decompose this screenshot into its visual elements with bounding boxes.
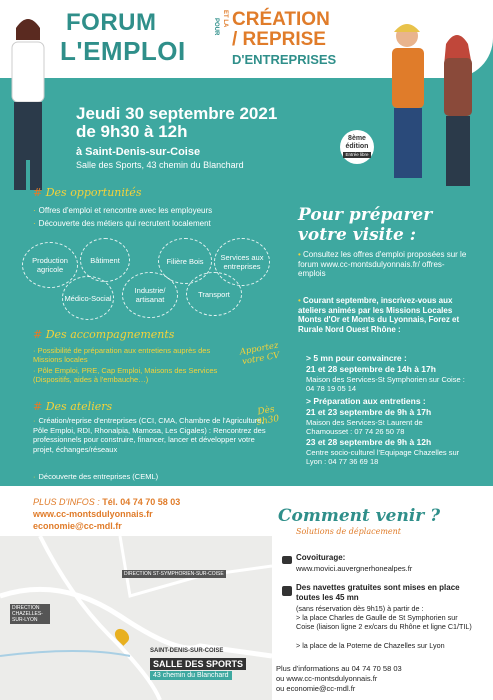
map-venue: SALLE DES SPORTS — [150, 658, 246, 670]
ateliers-heading: # Des ateliers — [33, 400, 113, 413]
preparer-p1: • Consultez les offres d'emploi proposées sur le forum www.cc-montsdulyonnais.fr/ offres-emplois — [298, 250, 467, 278]
opportunites-item-2: · Découverte des métiers qui recrutent localement — [33, 219, 211, 228]
venir-heading: Comment venir ? — [278, 506, 441, 526]
prep-place-2: Centre socio-culturel l'Equipage Chazelles sur Lyon : 04 77 36 69 18 — [306, 448, 460, 466]
title-pour: POUR — [213, 18, 219, 36]
covoit-title: Covoiturage: — [296, 553, 346, 562]
navettes-2: > la place de la Poterne de Chazelles sur Lyon — [296, 641, 445, 650]
event-time: de 9h30 à 12h — [76, 122, 188, 141]
opportunites-heading-text: Des opportunités — [45, 186, 142, 199]
conv-dates: 21 et 28 septembre de 14h à 17h — [306, 364, 436, 374]
bus-icon — [282, 586, 292, 596]
ateliers-note: Dès 9h30 — [255, 404, 281, 428]
info-email[interactable]: economie@cc-mdl.fr — [33, 521, 122, 531]
badge-line1: 8ème — [348, 135, 366, 142]
map-town: SAINT-DENIS-SUR-COISE — [150, 648, 224, 654]
info-site[interactable]: www.cc-montsdulyonnais.fr — [33, 509, 153, 519]
venir-sub: Solutions de déplacement — [296, 527, 402, 536]
edition-badge — [340, 130, 374, 164]
ateliers-item-1: · Création/reprise d'entreprises (CCI, CMA, Chambre de l'Agriculture, Pôle Emploi, RDI, Rhonalpia, Mamosa, Les Cigales) : Rencontrez des professionnels pour construire, financer, lancer et développer votre projet, échanges/réseaux — [33, 416, 266, 454]
preparer-heading-1: Pour préparer — [298, 205, 433, 225]
title-forum: FORUM — [66, 9, 157, 36]
map — [0, 536, 272, 700]
preparer-p1-text: Consultez les offres d'emploi proposées sur le forum www.cc-montsdulyonnais.fr/ offres-emplois — [298, 250, 467, 278]
bubble-transport: Transport — [186, 272, 242, 316]
event-venue: Salle des Sports, 43 chemin du Blanchard — [76, 160, 244, 170]
accompagnements-item-2-text: Pôle Emploi, PRE, Cap Emploi, Maisons des Services (Dispositifs, aides à l'embauche…) — [33, 366, 218, 384]
accompagnements-heading: # Des accompagnements — [33, 328, 175, 341]
badge-line3: Entrée libre — [343, 152, 371, 158]
map-label-st-symphorien: DIRECTION ST-SYMPHORIEN-SUR-COISE — [124, 571, 224, 577]
bubble-medico-social: Médico-Social — [62, 276, 114, 320]
cv-note: Apportez votre CV — [238, 340, 281, 368]
accompagnements-heading-text: Des accompagnements — [45, 328, 175, 341]
map-address: 43 chemin du Blanchard — [150, 671, 232, 680]
more-info-2[interactable]: ou www.cc-montsdulyonnais.fr — [276, 674, 378, 683]
preparer-p2-text: Courant septembre, inscrivez-vous aux ateliers animés par les Missions Locales Monts d'Or et Monts du Lyonnais, Forez et Rurale Nord Ouest Rhône : — [298, 296, 460, 334]
prep-dates: 21 et 23 septembre de 9h à 17h — [306, 407, 432, 417]
opportunites-item-2-text: Découverte des métiers qui recrutent localement — [38, 219, 211, 228]
title-et-la: ET LA — [222, 10, 228, 28]
ateliers-item-2: · Découverte des entreprises (CEML) — [33, 472, 159, 481]
car-icon — [282, 556, 292, 564]
woman-illustration-icon — [0, 10, 60, 200]
prep-place: Maison des Services-St Laurent de Chamousset : 07 74 26 50 78 — [306, 418, 423, 436]
accompagnements-item-2: · Pôle Emploi, PRE, Cap Emploi, Maisons des Services (Dispositifs, aides à l'embauche…) — [33, 366, 218, 384]
bubble-batiment: Bâtiment — [80, 238, 130, 282]
preparer-p2: • Courant septembre, inscrivez-vous aux ateliers animés par les Missions Locales Monts d'Or et Monts du Lyonnais, Forez et Rurale Nord Ouest Rhône : — [298, 296, 460, 334]
preparer-heading-2: votre visite : — [298, 225, 416, 245]
map-label-chazelles: DIRECTION CHAZELLES-SUR-LYON — [10, 604, 50, 624]
bubble-industrie-artisanat: Industrie/ artisanat — [122, 272, 178, 318]
title-emploi: L'EMPLOI — [60, 36, 186, 66]
prep-title: > Préparation aux entretiens : — [306, 396, 426, 406]
workers-illustration-icon — [372, 14, 493, 204]
opportunites-item-1: · Offres d'emploi et rencontre avec les employeurs — [33, 206, 213, 215]
bubble-services-entreprises: Services aux entreprises — [214, 238, 270, 286]
conv-place: Maison des Services-St Symphorien sur Coise : 04 78 19 05 14 — [306, 375, 465, 393]
badge-line2: édition — [345, 143, 369, 150]
bubble-filiere-bois: Filière Bois — [158, 238, 212, 284]
bubble-production-agricole: Production agricole — [22, 242, 78, 288]
more-info-3[interactable]: ou economie@cc-mdl.fr — [276, 684, 356, 693]
opportunites-heading: # Des opportunités — [33, 186, 142, 199]
info-tel: Tél. 04 74 70 58 03 — [102, 497, 181, 507]
covoit-site[interactable]: www.movici.auvergnerhonealpes.fr — [296, 564, 413, 573]
prep-dates-2: 23 et 28 septembre de 9h à 12h — [306, 437, 432, 447]
navettes-sub: (sans réservation dès 9h15) à partir de : — [296, 604, 424, 613]
title-creation: CRÉATION — [232, 9, 330, 30]
conv-title: > 5 mn pour convaincre : — [306, 353, 407, 363]
opportunites-item-1-text: Offres d'emploi et rencontre avec les employeurs — [38, 206, 213, 215]
navettes-title: Des navettes gratuites sont mises en place toutes les 45 mn — [296, 583, 460, 602]
event-date: Jeudi 30 septembre 2021 — [76, 104, 278, 123]
accompagnements-item-1-text: Possibilité de préparation aux entretiens auprès des Missions locales — [33, 346, 211, 364]
event-place: à Saint-Denis-sur-Coise — [76, 146, 201, 158]
info-label: PLUS D'INFOS : — [33, 497, 100, 507]
title-reprise: / REPRISE — [232, 29, 326, 50]
ateliers-item-1-text: Création/reprise d'entreprises (CCI, CMA, Chambre de l'Agriculture, Pôle Emploi, RDI, Rhonalpia, Mamosa, Les Cigales) : Rencontrez des professionnels pour construire, financer, lancer et développer votre projet, échanges/réseaux — [33, 416, 266, 454]
more-info-1: Plus d'informations au 04 74 70 58 03 — [276, 664, 402, 673]
title-entreprises: D'ENTREPRISES — [232, 52, 337, 67]
ateliers-item-2-text: Découverte des entreprises (CEML) — [38, 472, 159, 481]
navettes-1: > la place Charles de Gaulle de St Symphorien sur Coise (liaison ligne 2 ex/cars du Rhône et ligne C1/TIL) — [296, 613, 472, 631]
accompagnements-item-1: · Possibilité de préparation aux entretiens auprès des Missions locales — [33, 346, 211, 364]
info-line — [33, 497, 180, 507]
ateliers-heading-text: Des ateliers — [45, 400, 113, 413]
